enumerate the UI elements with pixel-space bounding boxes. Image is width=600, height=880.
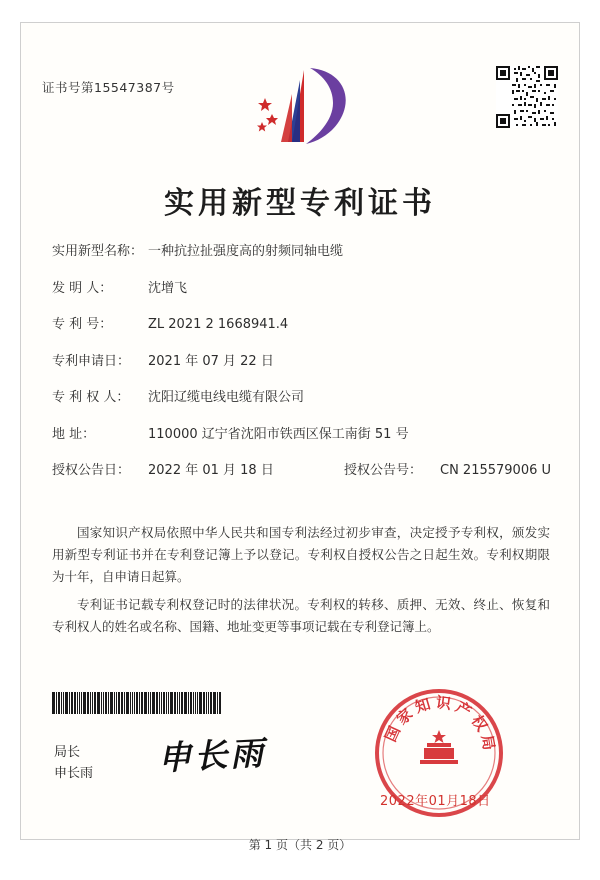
field-row-grant	[52, 459, 552, 478]
field-row	[52, 240, 552, 259]
certificate-number: 证书号第15547387号	[42, 80, 175, 95]
field-value: 110000 辽宁省沈阳市铁西区保工南街 51 号	[148, 426, 409, 442]
field-label: 专 利 权 人：	[52, 390, 130, 405]
seal-date: 2022年01月18日	[380, 794, 491, 809]
signature-handwriting: 申长雨	[157, 733, 268, 778]
legal-paragraph-1: 国家知识产权局依照中华人民共和国专利法经过初步审查，决定授予专利权，颁发实用新型专利证书并在专利登记簿上予以登记。专利权自授权公告之日起生效。专利权期限为十年，自申请日起算。	[52, 525, 550, 584]
certificate-title: 实用新型专利证书	[164, 186, 436, 221]
seal-ring-text: 国家知识产权局	[381, 693, 499, 756]
field-value: 2021 年 07 月 22 日	[148, 353, 274, 369]
field-value: ZL 2021 2 1668941.4	[148, 317, 289, 332]
field-value: 沈增飞	[148, 280, 188, 296]
page-footer: 第 1 页（共 2 页）	[248, 838, 352, 852]
field-row	[52, 313, 552, 332]
field-list	[52, 240, 552, 496]
signature-name: 申长雨	[54, 766, 94, 781]
field-value-grant-date: 2022 年 01 月 18 日	[148, 463, 274, 478]
field-row	[52, 423, 552, 442]
field-label: 专 利 号：	[52, 317, 113, 332]
legal-paragraph-2: 专利证书记载专利权登记时的法律状况。专利权的转移、质押、无效、终止、恢复和专利权人的姓名或名称、国籍、地址变更等事项记载在专利登记簿上。	[52, 597, 550, 634]
field-row	[52, 350, 552, 369]
patent-office-logo-icon	[248, 62, 352, 148]
field-label: 专利申请日：	[52, 353, 131, 369]
field-row	[52, 277, 552, 296]
signature-title: 局长	[54, 745, 81, 760]
barcode	[52, 692, 230, 714]
field-value-grant-number: CN 215579006 U	[440, 463, 552, 478]
qr-code-icon	[496, 66, 558, 128]
field-label: 地 址：	[52, 426, 96, 442]
field-label-grant-date: 授权公告日：	[52, 463, 131, 478]
field-value: 沈阳辽缆电线电缆有限公司	[148, 390, 305, 405]
field-label-grant-number: 授权公告号：	[344, 463, 423, 478]
signature-labels	[54, 742, 93, 784]
field-label: 发 明 人：	[52, 280, 113, 296]
field-label: 实用新型名称：	[52, 244, 144, 259]
legal-text	[52, 522, 550, 644]
field-row	[52, 386, 552, 405]
field-value: 一种抗拉扯强度高的射频同轴电缆	[148, 244, 344, 259]
